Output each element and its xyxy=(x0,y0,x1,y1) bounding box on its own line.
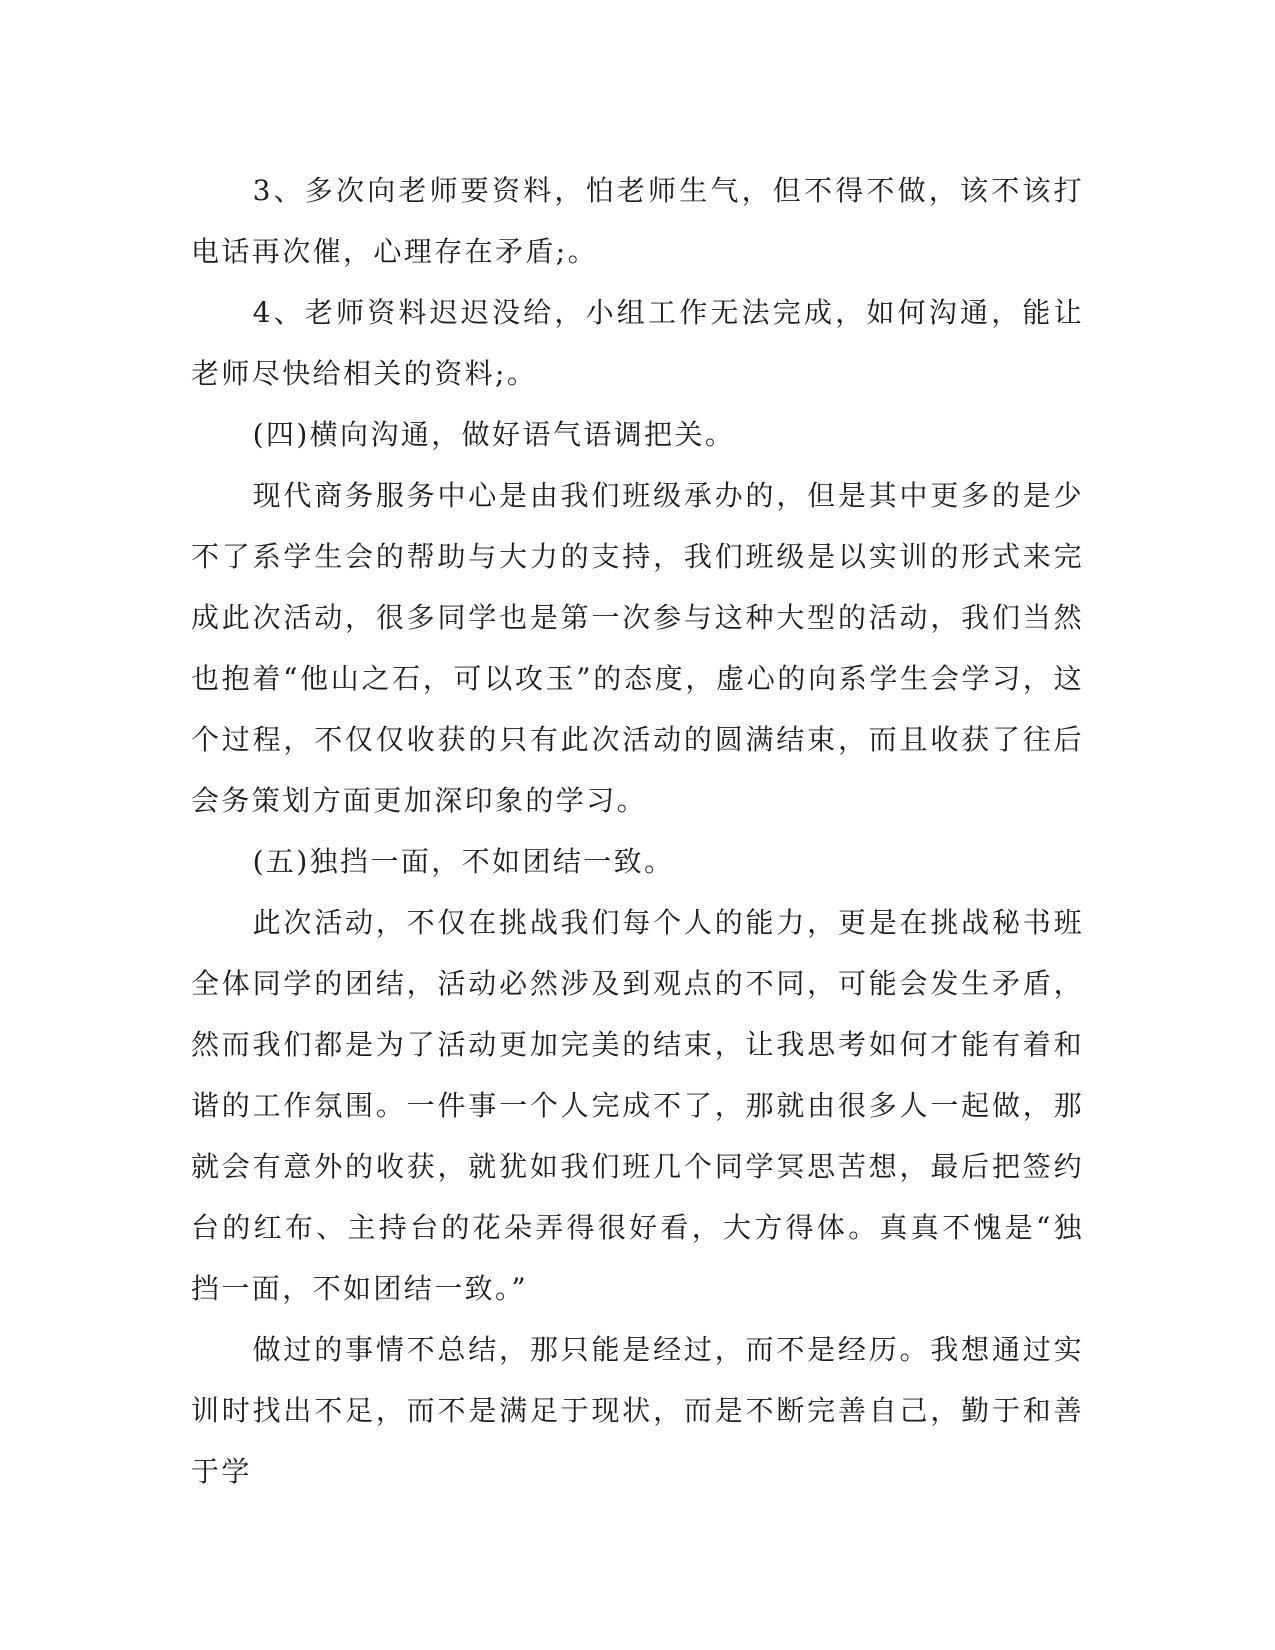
paragraph-item-3: 3、多次向老师要资料，怕老师生气，但不得不做，该不该打电话再次催，心理存在矛盾;。 xyxy=(191,174,1084,268)
paragraph-section-5: 此次活动，不仅在挑战我们每个人的能力，更是在挑战秘书班全体同学的团结，活动必然涉及到观点的不同，可能会发生矛盾，然而我们都是为了活动更加完美的结束，让我思考如何才能有着和谐的工作氛围。一件事一个人完成不了，那就由很多人一起做，那就会有意外的收获，就犹如我们班几个同学冥思苦想，最后把签约台的红布、主持台的花朵弄得很好看，大方得体。真真不愧是“独挡一面，不如团结一致。” xyxy=(191,906,1084,1305)
section-heading-5: (五)独挡一面，不如团结一致。 xyxy=(252,845,675,878)
document-body xyxy=(191,160,1084,1502)
section-heading-4: (四)横向沟通，做好语气语调把关。 xyxy=(252,418,736,451)
paragraph-item-4: 4、老师资料迟迟没给，小组工作无法完成，如何沟通，能让老师尽快给相关的资料;。 xyxy=(191,296,1084,390)
paragraph-summary: 做过的事情不总结，那只能是经过，而不是经历。我想通过实训时找出不足，而不是满足于现状，而是不断完善自己，勤于和善于学 xyxy=(191,1333,1084,1488)
paragraph-section-4: 现代商务服务中心是由我们班级承办的，但是其中更多的是少不了系学生会的帮助与大力的支持，我们班级是以实训的形式来完成此次活动，很多同学也是第一次参与这种大型的活动，我们当然也抱着“他山之石，可以攻玉”的态度，虚心的向系学生会学习，这个过程，不仅仅收获的只有此次活动的圆满结束，而且收获了往后会务策划方面更加深印象的学习。 xyxy=(191,479,1084,817)
